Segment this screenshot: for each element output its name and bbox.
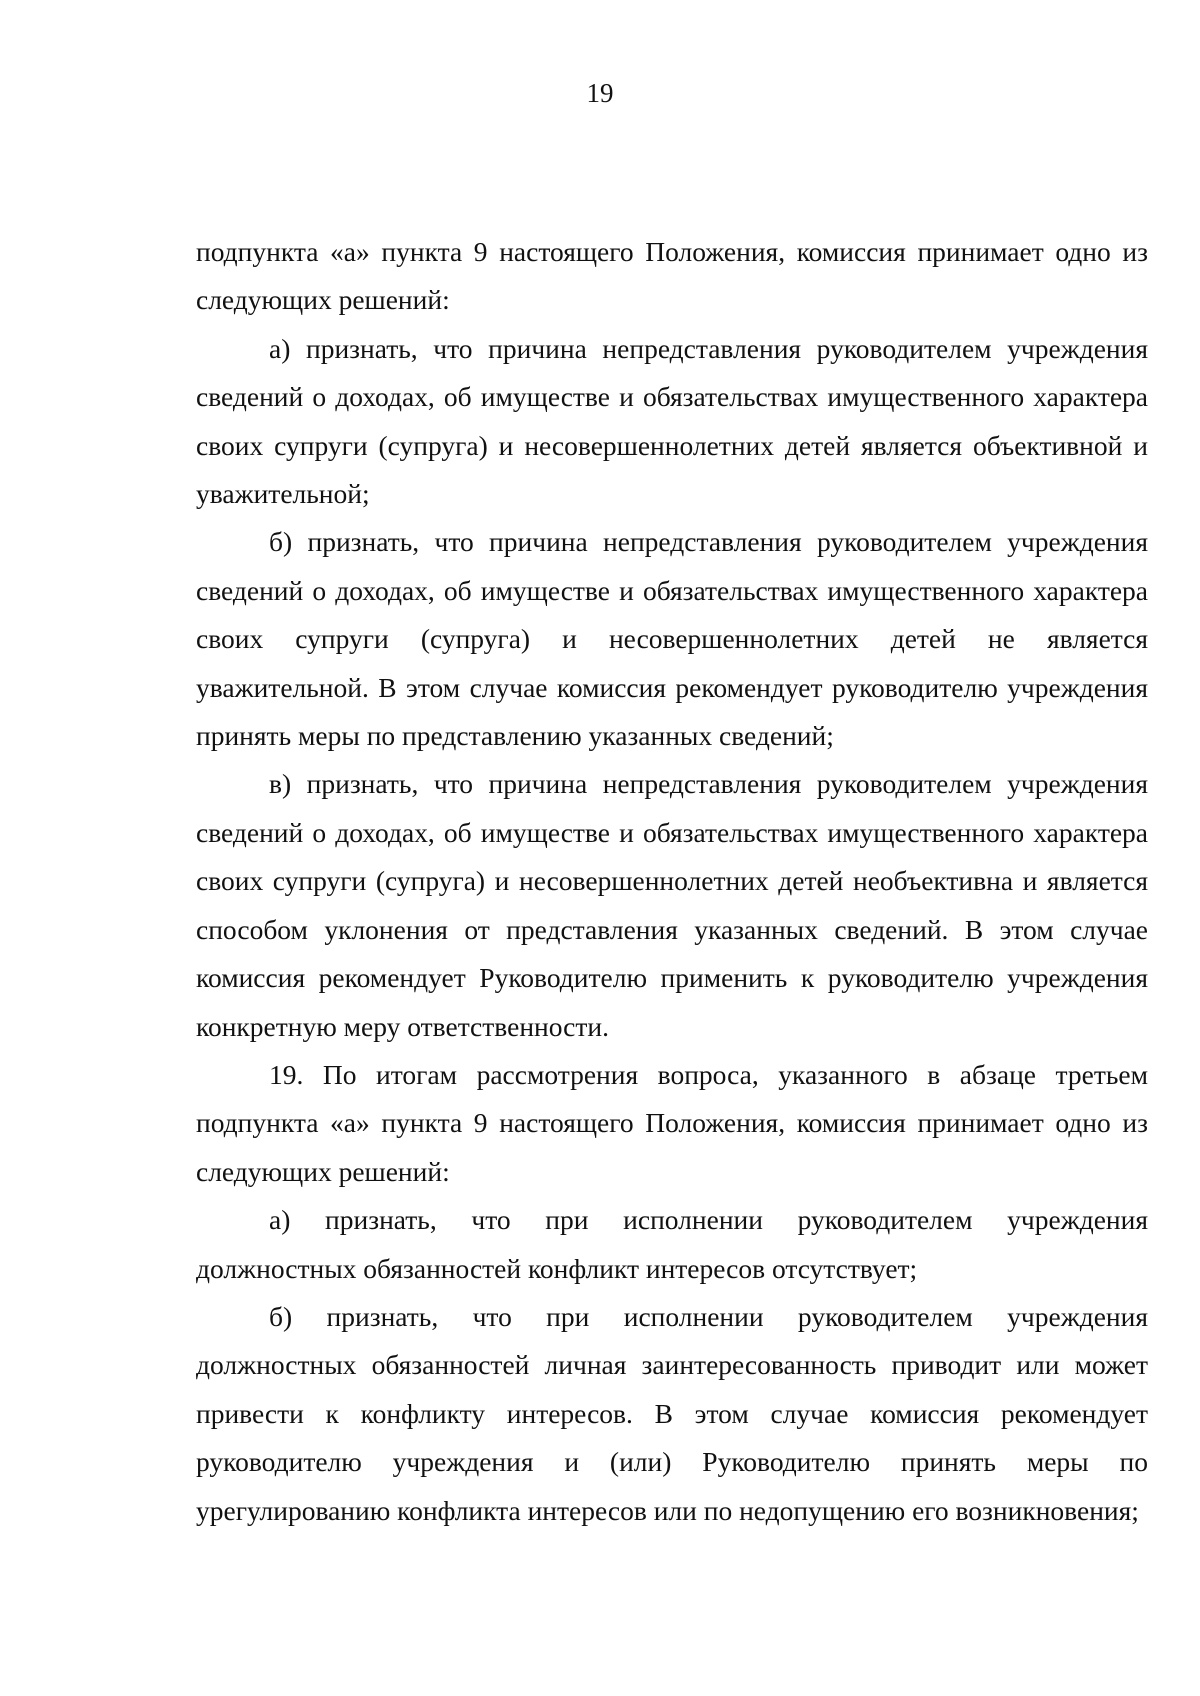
- paragraph-continuation: подпункта «а» пункта 9 настоящего Положения, комиссия принимает одно из следующих решений:: [196, 236, 1148, 316]
- paragraph-option-b-not-valid: б) признать, что причина непредставления руководителем учреждения сведений о доходах, об имуществе и обязательствах имущественного характера своих супруги (супруга) и несовершеннолетних детей не является уважительной. В этом случае комиссия рекомендует руководителю учреждения принять меры по представлению указанных сведений;: [196, 526, 1148, 752]
- document-body: [196, 228, 1148, 1535]
- paragraph-item-19-option-b: б) признать, что при исполнении руководителем учреждения должностных обязанностей личная заинтересованность приводит или может привести к конфликту интересов. В этом случае комиссия рекомендует руководителю учреждения и (или) Руководителю принять меры по урегулированию конфликта интересов или по недопущению его возникновения;: [196, 1300, 1148, 1526]
- paragraph-item-19-option-a: а) признать, что при исполнении руководителем учреждения должностных обязанностей конфликт интересов отсутствует;: [196, 1204, 1148, 1284]
- page-number: 19: [586, 78, 614, 108]
- paragraph-option-c-evasion: в) признать, что причина непредставления руководителем учреждения сведений о доходах, об имуществе и обязательствах имущественного характера своих супруги (супруга) и несовершеннолетних детей необъективна и является способом уклонения от представления указанных сведений. В этом случае комиссия рекомендует Руководителю применить к руководителю учреждения конкретную меру ответственности.: [196, 768, 1148, 1042]
- paragraph-option-a-objective: а) признать, что причина непредставления руководителем учреждения сведений о доходах, об имуществе и обязательствах имущественного характера своих супруги (супруга) и несовершеннолетних детей является объективной и уважительной;: [196, 332, 1148, 510]
- paragraph-item-19: 19. По итогам рассмотрения вопроса, указанного в абзаце третьем подпункта «а» пункта 9 настоящего Положения, комиссия принимает одно из следующих решений:: [196, 1058, 1148, 1187]
